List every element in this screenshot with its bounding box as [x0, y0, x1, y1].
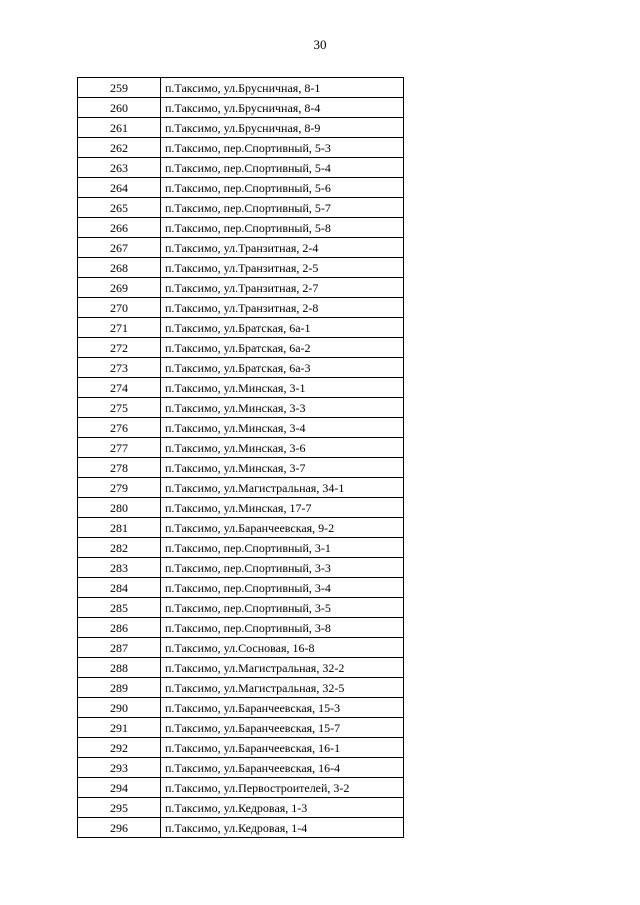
table-row — [78, 678, 404, 698]
table-row — [78, 218, 404, 238]
table-row — [78, 538, 404, 558]
row-number-cell: 293 — [78, 758, 161, 778]
address-cell: п.Таксимо, пер.Спортивный, 3-8 — [161, 618, 404, 638]
address-cell: п.Таксимо, ул.Сосновая, 16-8 — [161, 638, 404, 658]
table-row — [78, 238, 404, 258]
table-row — [78, 778, 404, 798]
row-number-cell: 281 — [78, 518, 161, 538]
row-number-cell: 290 — [78, 698, 161, 718]
row-number-cell: 264 — [78, 178, 161, 198]
address-cell: п.Таксимо, пер.Спортивный, 3-4 — [161, 578, 404, 598]
row-number-cell: 285 — [78, 598, 161, 618]
row-number-cell: 294 — [78, 778, 161, 798]
address-cell: п.Таксимо, пер.Спортивный, 5-3 — [161, 138, 404, 158]
row-number-cell: 288 — [78, 658, 161, 678]
address-cell: п.Таксимо, ул.Кедровая, 1-4 — [161, 818, 404, 838]
row-number-cell: 292 — [78, 738, 161, 758]
address-cell: п.Таксимо, пер.Спортивный, 5-8 — [161, 218, 404, 238]
address-cell: п.Таксимо, пер.Спортивный, 3-1 — [161, 538, 404, 558]
address-cell: п.Таксимо, ул.Транзитная, 2-5 — [161, 258, 404, 278]
row-number-cell: 265 — [78, 198, 161, 218]
address-cell: п.Таксимо, ул.Братская, 6а-2 — [161, 338, 404, 358]
table-row — [78, 518, 404, 538]
address-cell: п.Таксимо, ул.Минская, 3-4 — [161, 418, 404, 438]
address-table — [77, 77, 404, 838]
table-row — [78, 458, 404, 478]
table-row — [78, 438, 404, 458]
row-number-cell: 270 — [78, 298, 161, 318]
row-number-cell: 259 — [78, 78, 161, 98]
row-number-cell: 280 — [78, 498, 161, 518]
row-number-cell: 261 — [78, 118, 161, 138]
address-cell: п.Таксимо, пер.Спортивный, 3-5 — [161, 598, 404, 618]
address-cell: п.Таксимо, ул.Транзитная, 2-7 — [161, 278, 404, 298]
table-row — [78, 638, 404, 658]
row-number-cell: 284 — [78, 578, 161, 598]
row-number-cell: 275 — [78, 398, 161, 418]
table-row — [78, 318, 404, 338]
table-row — [78, 738, 404, 758]
table-row — [78, 578, 404, 598]
row-number-cell: 277 — [78, 438, 161, 458]
row-number-cell: 289 — [78, 678, 161, 698]
address-cell: п.Таксимо, ул.Кедровая, 1-3 — [161, 798, 404, 818]
address-cell: п.Таксимо, ул.Минская, 17-7 — [161, 498, 404, 518]
table-row — [78, 618, 404, 638]
table-row — [78, 798, 404, 818]
address-cell: п.Таксимо, пер.Спортивный, 3-3 — [161, 558, 404, 578]
table-row — [78, 138, 404, 158]
table-row — [78, 358, 404, 378]
row-number-cell: 267 — [78, 238, 161, 258]
address-cell: п.Таксимо, ул.Баранчеевская, 16-4 — [161, 758, 404, 778]
row-number-cell: 262 — [78, 138, 161, 158]
row-number-cell: 273 — [78, 358, 161, 378]
table-row — [78, 198, 404, 218]
row-number-cell: 260 — [78, 98, 161, 118]
address-cell: п.Таксимо, ул.Брусничная, 8-4 — [161, 98, 404, 118]
row-number-cell: 282 — [78, 538, 161, 558]
row-number-cell: 268 — [78, 258, 161, 278]
address-cell: п.Таксимо, ул.Транзитная, 2-8 — [161, 298, 404, 318]
table-row — [78, 78, 404, 98]
table-row — [78, 698, 404, 718]
address-cell: п.Таксимо, пер.Спортивный, 5-4 — [161, 158, 404, 178]
table-row — [78, 158, 404, 178]
address-cell: п.Таксимо, ул.Минская, 3-7 — [161, 458, 404, 478]
address-cell: п.Таксимо, ул.Баранчеевская, 15-3 — [161, 698, 404, 718]
table-row — [78, 718, 404, 738]
address-cell: п.Таксимо, ул.Баранчеевская, 9-2 — [161, 518, 404, 538]
table-row — [78, 418, 404, 438]
table-row — [78, 818, 404, 838]
address-cell: п.Таксимо, ул.Магистральная, 32-2 — [161, 658, 404, 678]
address-cell: п.Таксимо, ул.Брусничная, 8-1 — [161, 78, 404, 98]
row-number-cell: 286 — [78, 618, 161, 638]
address-cell: п.Таксимо, ул.Братская, 6а-3 — [161, 358, 404, 378]
address-cell: п.Таксимо, ул.Первостроителей, 3-2 — [161, 778, 404, 798]
page-number: 30 — [313, 37, 327, 52]
address-cell: п.Таксимо, ул.Минская, 3-6 — [161, 438, 404, 458]
address-cell: п.Таксимо, ул.Баранчеевская, 15-7 — [161, 718, 404, 738]
address-cell: п.Таксимо, ул.Минская, 3-1 — [161, 378, 404, 398]
table-row — [78, 118, 404, 138]
row-number-cell: 287 — [78, 638, 161, 658]
address-cell: п.Таксимо, ул.Транзитная, 2-4 — [161, 238, 404, 258]
address-cell: п.Таксимо, ул.Братская, 6а-1 — [161, 318, 404, 338]
address-cell: п.Таксимо, ул.Брусничная, 8-9 — [161, 118, 404, 138]
table-row — [78, 398, 404, 418]
address-cell: п.Таксимо, ул.Баранчеевская, 16-1 — [161, 738, 404, 758]
address-cell: п.Таксимо, ул.Магистральная, 32-5 — [161, 678, 404, 698]
row-number-cell: 296 — [78, 818, 161, 838]
table-row — [78, 758, 404, 778]
row-number-cell: 274 — [78, 378, 161, 398]
table-row — [78, 178, 404, 198]
row-number-cell: 263 — [78, 158, 161, 178]
table-row — [78, 258, 404, 278]
table-row — [78, 478, 404, 498]
row-number-cell: 269 — [78, 278, 161, 298]
address-table-body — [78, 78, 404, 838]
table-row — [78, 98, 404, 118]
table-row — [78, 298, 404, 318]
table-row — [78, 658, 404, 678]
address-cell: п.Таксимо, пер.Спортивный, 5-6 — [161, 178, 404, 198]
table-row — [78, 278, 404, 298]
row-number-cell: 295 — [78, 798, 161, 818]
row-number-cell: 283 — [78, 558, 161, 578]
row-number-cell: 291 — [78, 718, 161, 738]
row-number-cell: 279 — [78, 478, 161, 498]
row-number-cell: 272 — [78, 338, 161, 358]
table-row — [78, 598, 404, 618]
row-number-cell: 271 — [78, 318, 161, 338]
table-row — [78, 378, 404, 398]
row-number-cell: 278 — [78, 458, 161, 478]
address-cell: п.Таксимо, ул.Магистральная, 34-1 — [161, 478, 404, 498]
row-number-cell: 276 — [78, 418, 161, 438]
table-row — [78, 558, 404, 578]
table-row — [78, 338, 404, 358]
row-number-cell: 266 — [78, 218, 161, 238]
address-cell: п.Таксимо, пер.Спортивный, 5-7 — [161, 198, 404, 218]
table-row — [78, 498, 404, 518]
address-cell: п.Таксимо, ул.Минская, 3-3 — [161, 398, 404, 418]
